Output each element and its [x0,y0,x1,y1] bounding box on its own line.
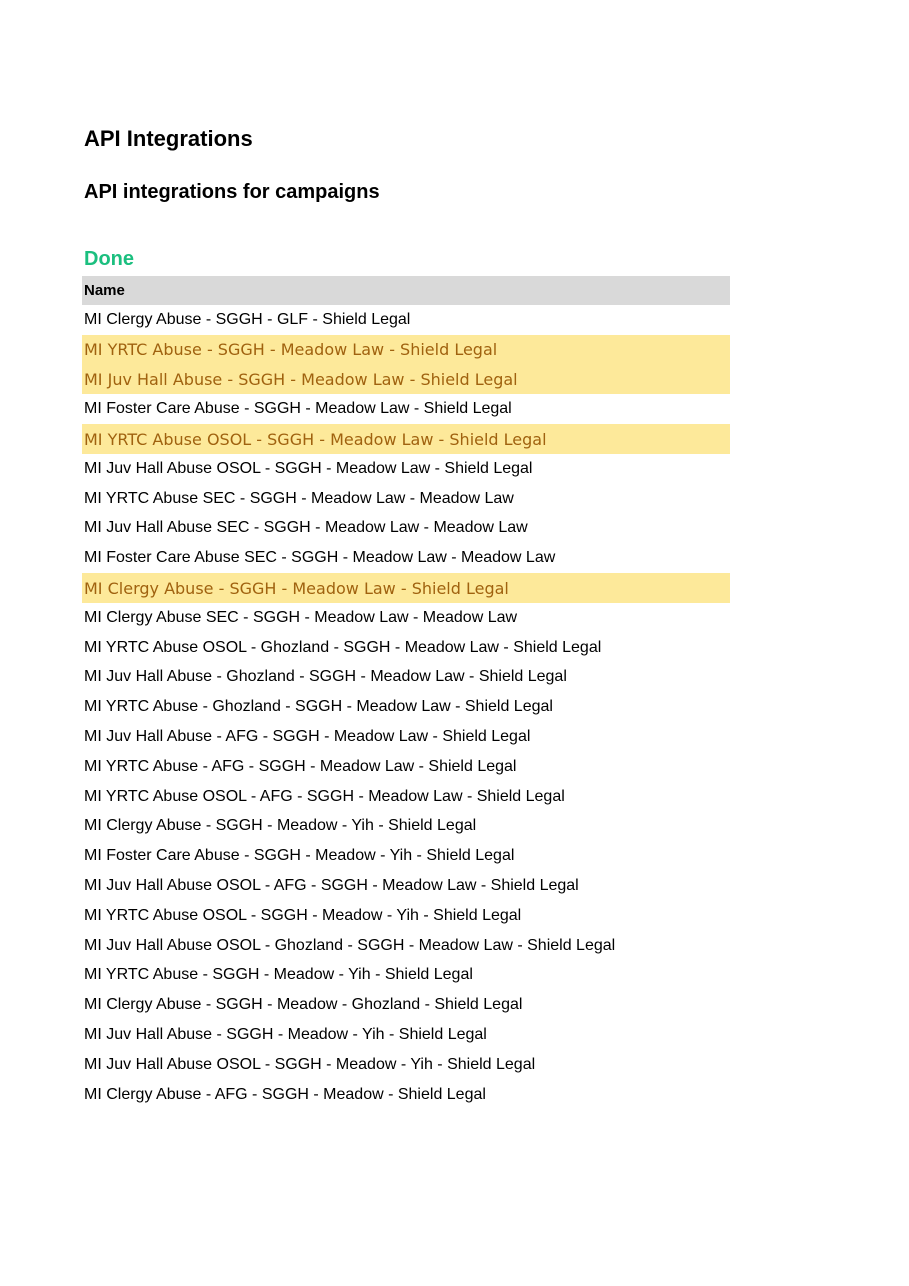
table-body [82,305,730,1110]
table-row [82,633,730,663]
row-name-cell: MI Clergy Abuse - AFG - SGGH - Meadow - Shield Legal [84,1085,486,1103]
row-name-cell: MI Clergy Abuse - SGGH - Meadow Law - Shield Legal [84,578,509,598]
row-name-cell: MI Clergy Abuse - SGGH - Meadow - Ghozland - Shield Legal [84,996,523,1014]
row-name-cell: MI YRTC Abuse SEC - SGGH - Meadow Law - Meadow Law [84,489,514,507]
table-row [82,782,730,812]
row-name-cell: MI YRTC Abuse OSOL - SGGH - Meadow Law - Shield Legal [84,429,547,449]
row-name-cell: MI Foster Care Abuse SEC - SGGH - Meadow Law - Meadow Law [84,549,556,567]
row-name-cell: MI Juv Hall Abuse OSOL - Ghozland - SGGH - Meadow Law - Shield Legal [84,936,616,954]
row-name-cell: MI Clergy Abuse - SGGH - GLF - Shield Legal [84,310,411,328]
table-header [82,276,730,305]
table-row [82,305,730,335]
table-row [82,752,730,782]
table-row [82,692,730,722]
table-row [82,990,730,1020]
row-name-cell: MI Juv Hall Abuse - Ghozland - SGGH - Meadow Law - Shield Legal [84,668,567,686]
section-heading-done: Done [84,248,134,270]
table-row [82,931,730,961]
table-row [82,543,730,573]
column-header-name: Name [84,282,125,299]
row-name-cell: MI Foster Care Abuse - SGGH - Meadow - Yih - Shield Legal [84,847,515,865]
row-name-cell: MI YRTC Abuse OSOL - Ghozland - SGGH - Meadow Law - Shield Legal [84,638,602,656]
table-row [82,484,730,514]
table-row [82,1050,730,1080]
table-row [82,1080,730,1110]
row-name-cell: MI Juv Hall Abuse - SGGH - Meadow - Yih - Shield Legal [84,1026,487,1044]
row-name-cell: MI YRTC Abuse - SGGH - Meadow Law - Shield Legal [84,340,498,360]
row-name-cell: MI YRTC Abuse - SGGH - Meadow - Yih - Shield Legal [84,966,473,984]
table-row [82,1020,730,1050]
table-row [82,722,730,752]
integrations-table [82,276,730,1110]
table-row [82,961,730,991]
row-name-cell: MI Juv Hall Abuse OSOL - AFG - SGGH - Meadow Law - Shield Legal [84,877,579,895]
row-name-cell: MI Juv Hall Abuse - AFG - SGGH - Meadow Law - Shield Legal [84,728,531,746]
page-subtitle: API integrations for campaigns [84,181,380,203]
row-name-cell: MI Clergy Abuse - SGGH - Meadow - Yih - Shield Legal [84,817,477,835]
table-row [82,871,730,901]
row-name-cell: MI Foster Care Abuse - SGGH - Meadow Law - Shield Legal [84,400,512,418]
table-row [82,424,730,454]
row-name-cell: MI Clergy Abuse SEC - SGGH - Meadow Law - Meadow Law [84,608,518,626]
row-name-cell: MI Juv Hall Abuse - SGGH - Meadow Law - Shield Legal [84,369,518,389]
row-name-cell: MI YRTC Abuse - Ghozland - SGGH - Meadow Law - Shield Legal [84,698,553,716]
row-name-cell: MI YRTC Abuse - AFG - SGGH - Meadow Law - Shield Legal [84,757,517,775]
table-row [82,812,730,842]
row-name-cell: MI Juv Hall Abuse OSOL - SGGH - Meadow Law - Shield Legal [84,459,533,477]
table-row [82,514,730,544]
table-row [82,454,730,484]
table-row [82,394,730,424]
row-name-cell: MI Juv Hall Abuse SEC - SGGH - Meadow Law - Meadow Law [84,519,528,537]
table-row [82,335,730,365]
row-name-cell: MI YRTC Abuse OSOL - AFG - SGGH - Meadow Law - Shield Legal [84,787,565,805]
table-row [82,603,730,633]
page-title: API Integrations [84,126,253,151]
table-row [82,365,730,395]
table-row [82,841,730,871]
table-row [82,663,730,693]
table-row [82,573,730,603]
table-row [82,901,730,931]
row-name-cell: MI Juv Hall Abuse OSOL - SGGH - Meadow - Yih - Shield Legal [84,1055,536,1073]
row-name-cell: MI YRTC Abuse OSOL - SGGH - Meadow - Yih - Shield Legal [84,906,522,924]
